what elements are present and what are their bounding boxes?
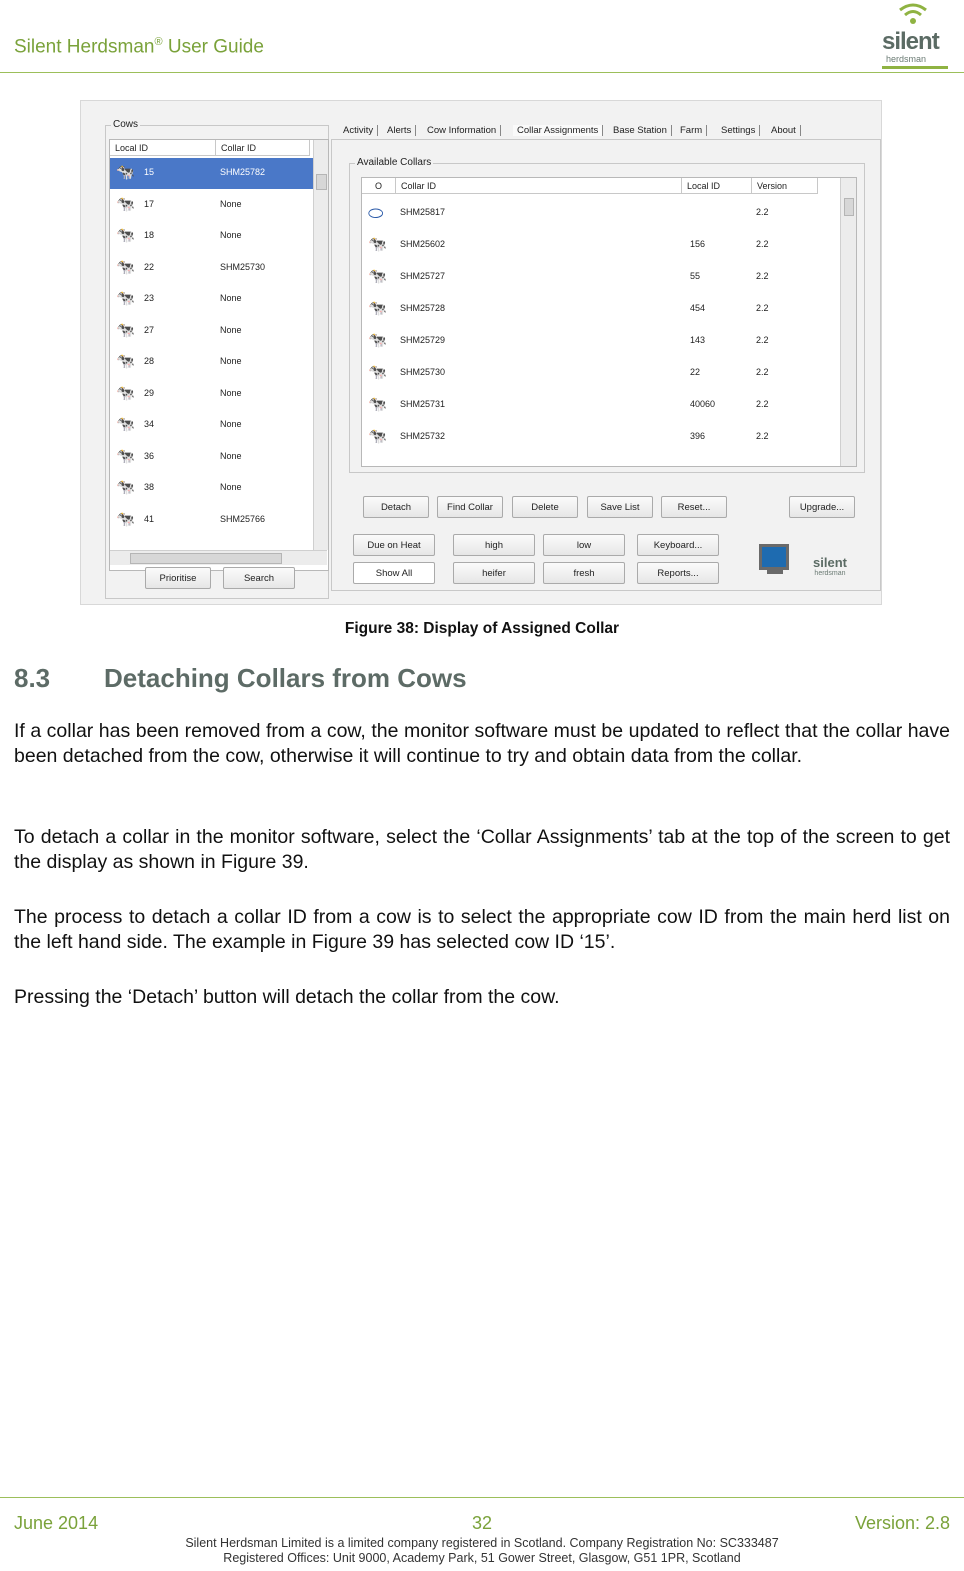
collar-id: SHM25727 xyxy=(400,271,446,281)
cow-icon: 🐄 xyxy=(116,384,135,402)
cow-collar-id: SHM25766 xyxy=(220,513,266,524)
footer-registered-office: Registered Offices: Unit 9000, Academy Park, 51 Gower Street, Glasgow, G51 1PR, Scotland xyxy=(223,1551,741,1565)
paragraph-2: To detach a collar in the monitor software, select the ‘Collar Assignments’ tab at the top of the screen to get the display as shown in Figure 39. xyxy=(14,826,950,873)
cow-list-row[interactable] xyxy=(110,190,315,221)
collar-version: 2.2 xyxy=(756,207,769,217)
tab-settings[interactable]: Settings xyxy=(717,125,760,136)
cow-icon: 🐄 xyxy=(368,332,387,349)
logo-bar xyxy=(882,66,948,69)
cow-icon: 🐄 xyxy=(368,364,387,381)
cow-icon: 🐄 xyxy=(116,258,135,276)
section-heading xyxy=(14,663,467,694)
cow-list-row[interactable] xyxy=(110,473,315,504)
collar-version: 2.2 xyxy=(756,303,769,313)
app-logo-word: silent xyxy=(813,555,847,570)
cow-local-id: 28 xyxy=(144,356,155,366)
cow-icon: 🐄 xyxy=(116,164,135,181)
cow-collar-id: None xyxy=(220,419,242,429)
collar-list-row[interactable] xyxy=(362,198,838,229)
collar-list-row[interactable] xyxy=(362,326,838,357)
cow-collar-id: SHM25730 xyxy=(220,261,266,272)
tab-about[interactable]: About xyxy=(767,125,801,136)
logo-word: silent xyxy=(882,28,939,55)
reports-button[interactable]: Reports... xyxy=(637,562,719,584)
collars-header-o[interactable]: O xyxy=(362,178,396,194)
monitor-stand xyxy=(767,570,783,574)
collars-vertical-scrollbar[interactable] xyxy=(840,178,856,466)
cow-collar-id: None xyxy=(220,356,242,366)
cow-icon: 🐄 xyxy=(116,447,135,465)
cow-icon: 🐄 xyxy=(368,268,387,285)
cow-list-row[interactable] xyxy=(110,347,315,378)
tab-cow-information[interactable]: Cow Information xyxy=(423,125,501,136)
logo-sub: herdsman xyxy=(886,54,927,64)
keyboard-button[interactable]: Keyboard... xyxy=(637,534,719,556)
header-title-text: Silent Herdsman xyxy=(14,36,155,58)
cow-collar-id: None xyxy=(220,324,242,335)
cow-local-id: 17 xyxy=(144,198,155,209)
reset-button[interactable]: Reset... xyxy=(661,496,727,518)
collar-list-row[interactable] xyxy=(362,294,838,325)
cow-collar-id: None xyxy=(220,198,242,209)
tab-base-station[interactable]: Base Station xyxy=(609,125,672,136)
wifi-signal-icon xyxy=(878,0,948,30)
footer-date: June 2014 xyxy=(14,1513,99,1533)
heifer-button[interactable]: heifer xyxy=(453,562,535,584)
prioritise-button[interactable]: Prioritise xyxy=(145,567,211,589)
cows-hscroll-thumb[interactable] xyxy=(130,553,282,564)
cow-collar-id: None xyxy=(220,482,242,492)
cow-local-id: 23 xyxy=(144,293,155,303)
footer-company-info: Silent Herdsman Limited is a limited company registered in Scotland. Company Registration No: SC333487 xyxy=(185,1536,779,1550)
cow-list-row[interactable] xyxy=(110,158,315,189)
cow-collar-id: None xyxy=(220,230,242,240)
cow-local-id: 41 xyxy=(144,513,155,524)
cow-icon: 🐄 xyxy=(116,479,135,496)
cow-icon: 🐄 xyxy=(116,353,135,370)
tab-collar-assignments[interactable]: Collar Assignments xyxy=(513,125,603,136)
cow-icon: 🐄 xyxy=(368,396,387,413)
cow-icon: 🐄 xyxy=(116,416,135,433)
collar-id: SHM25731 xyxy=(400,399,446,409)
app-logo-sub: herdsman xyxy=(814,570,846,577)
collar-icon: ⬭ xyxy=(368,203,384,223)
collar-local-id: 396 xyxy=(690,431,706,441)
cow-icon: 🐄 xyxy=(116,290,135,307)
cow-collar-id: None xyxy=(220,450,242,461)
collars-header-version[interactable]: Version xyxy=(752,178,818,194)
available-collars-caption: Available Collars xyxy=(357,157,432,168)
collar-local-id: 156 xyxy=(690,239,706,249)
cow-icon: 🐄 xyxy=(368,236,387,253)
app-logo xyxy=(807,541,853,581)
header-rule xyxy=(0,72,964,73)
cow-icon: 🐄 xyxy=(116,321,135,339)
collar-local-id: 40060 xyxy=(690,399,716,409)
cow-local-id: 34 xyxy=(144,419,155,429)
cow-local-id: 38 xyxy=(144,482,155,492)
cow-list-row[interactable] xyxy=(110,410,315,441)
collar-version: 2.2 xyxy=(756,239,769,249)
collar-version: 2.2 xyxy=(756,399,769,409)
cows-list[interactable] xyxy=(109,139,329,571)
collar-id: SHM25729 xyxy=(400,335,446,345)
footer-rule xyxy=(0,1497,964,1498)
cow-icon: 🐄 xyxy=(368,300,387,317)
registered-mark: ® xyxy=(154,36,163,48)
detach-button[interactable]: Detach xyxy=(363,496,429,518)
collar-list-row[interactable] xyxy=(362,358,838,389)
delete-button[interactable]: Delete xyxy=(512,496,578,518)
cows-header-local-id[interactable]: Local ID xyxy=(110,140,216,156)
high-button[interactable]: high xyxy=(453,534,535,556)
find-collar-button[interactable]: Find Collar xyxy=(437,496,503,518)
footer-version: Version: 2.8 xyxy=(854,1513,950,1533)
tab-activity[interactable]: Activity xyxy=(339,125,378,136)
collar-list-row[interactable] xyxy=(362,390,838,421)
section-number: 8.3 xyxy=(14,663,51,693)
cows-group-caption: Cows xyxy=(113,119,139,130)
collar-local-id: 454 xyxy=(690,303,706,313)
cow-list-row[interactable] xyxy=(110,284,315,315)
show-all-button[interactable]: Show All xyxy=(353,562,435,584)
cows-vertical-scrollbar[interactable] xyxy=(313,140,328,550)
cow-local-id: 29 xyxy=(144,387,155,398)
cow-local-id: 27 xyxy=(144,324,155,335)
collar-id: SHM25732 xyxy=(400,431,446,441)
cow-list-row[interactable] xyxy=(110,505,315,536)
collar-version: 2.2 xyxy=(756,335,769,345)
collar-list-row[interactable] xyxy=(362,230,838,261)
cow-icon: 🐄 xyxy=(116,195,135,213)
cows-scroll-thumb[interactable] xyxy=(316,174,327,190)
figure-caption: Figure 38: Display of Assigned Collar xyxy=(344,620,620,637)
paragraph-4: Pressing the ‘Detach’ button will detach the collar from the cow. xyxy=(14,986,560,1008)
cow-icon: 🐄 xyxy=(116,227,135,244)
collars-scroll-thumb[interactable] xyxy=(844,198,854,216)
cow-icon: 🐄 xyxy=(368,428,387,445)
paragraph-3: The process to detach a collar ID from a cow is to select the appropriate cow ID from the main herd list on the left hand side. The example in Figure 39 has selected cow ID ‘15’. xyxy=(14,906,950,953)
cow-local-id: 15 xyxy=(144,167,155,177)
cow-local-id: 36 xyxy=(144,450,155,461)
upgrade-button[interactable]: Upgrade... xyxy=(789,496,855,518)
monitor-icon[interactable] xyxy=(759,544,789,570)
software-screenshot xyxy=(80,100,882,605)
collar-id: SHM25602 xyxy=(400,239,446,249)
cow-collar-id: None xyxy=(220,387,242,398)
tab-farm[interactable]: Farm xyxy=(676,125,707,136)
collar-list-row[interactable] xyxy=(362,262,838,293)
collar-version: 2.2 xyxy=(756,271,769,281)
save-list-button[interactable]: Save List xyxy=(587,496,653,518)
collar-version: 2.2 xyxy=(756,431,769,441)
collar-local-id: 143 xyxy=(690,335,706,345)
collar-list-row[interactable] xyxy=(362,422,838,453)
low-button[interactable]: low xyxy=(543,534,625,556)
fresh-button[interactable]: fresh xyxy=(543,562,625,584)
cow-icon: 🐄 xyxy=(116,510,135,528)
silent-herdsman-logo xyxy=(878,0,948,70)
collar-local-id: 55 xyxy=(690,271,701,281)
cows-header-collar-id[interactable]: Collar ID xyxy=(216,140,310,156)
section-title: Detaching Collars from Cows xyxy=(104,663,467,693)
cow-local-id: 22 xyxy=(144,261,155,272)
cow-collar-id: SHM25782 xyxy=(220,167,266,177)
document-header-title xyxy=(14,36,264,58)
collars-header-local-id[interactable]: Local ID xyxy=(682,178,752,194)
cow-collar-id: None xyxy=(220,293,242,303)
cow-list-row[interactable] xyxy=(110,253,315,284)
paragraph-1: If a collar has been removed from a cow, the monitor software must be updated to reflect that the collar have been detached from the cow, otherwise it will continue to try and obtain data from the collar. xyxy=(14,720,950,767)
cow-list-row[interactable] xyxy=(110,442,315,473)
collar-version: 2.2 xyxy=(756,367,769,377)
page-number: 32 xyxy=(471,1513,493,1533)
collars-header-collar-id[interactable]: Collar ID xyxy=(396,178,682,194)
collar-local-id: 22 xyxy=(690,367,701,377)
tab-alerts[interactable]: Alerts xyxy=(383,125,416,136)
cow-list-row[interactable] xyxy=(110,221,315,252)
due-on-heat-button[interactable]: Due on Heat xyxy=(353,534,435,556)
cow-list-row[interactable] xyxy=(110,379,315,410)
search-button[interactable]: Search xyxy=(223,567,295,589)
collar-id: SHM25728 xyxy=(400,303,446,313)
cow-local-id: 18 xyxy=(144,230,155,240)
header-title-suffix: User Guide xyxy=(162,36,264,58)
cow-list-row[interactable] xyxy=(110,316,315,347)
cows-horizontal-scrollbar[interactable] xyxy=(110,550,327,565)
collar-id: SHM25817 xyxy=(400,207,446,217)
collar-id: SHM25730 xyxy=(400,367,446,377)
available-collars-list[interactable] xyxy=(361,177,857,467)
